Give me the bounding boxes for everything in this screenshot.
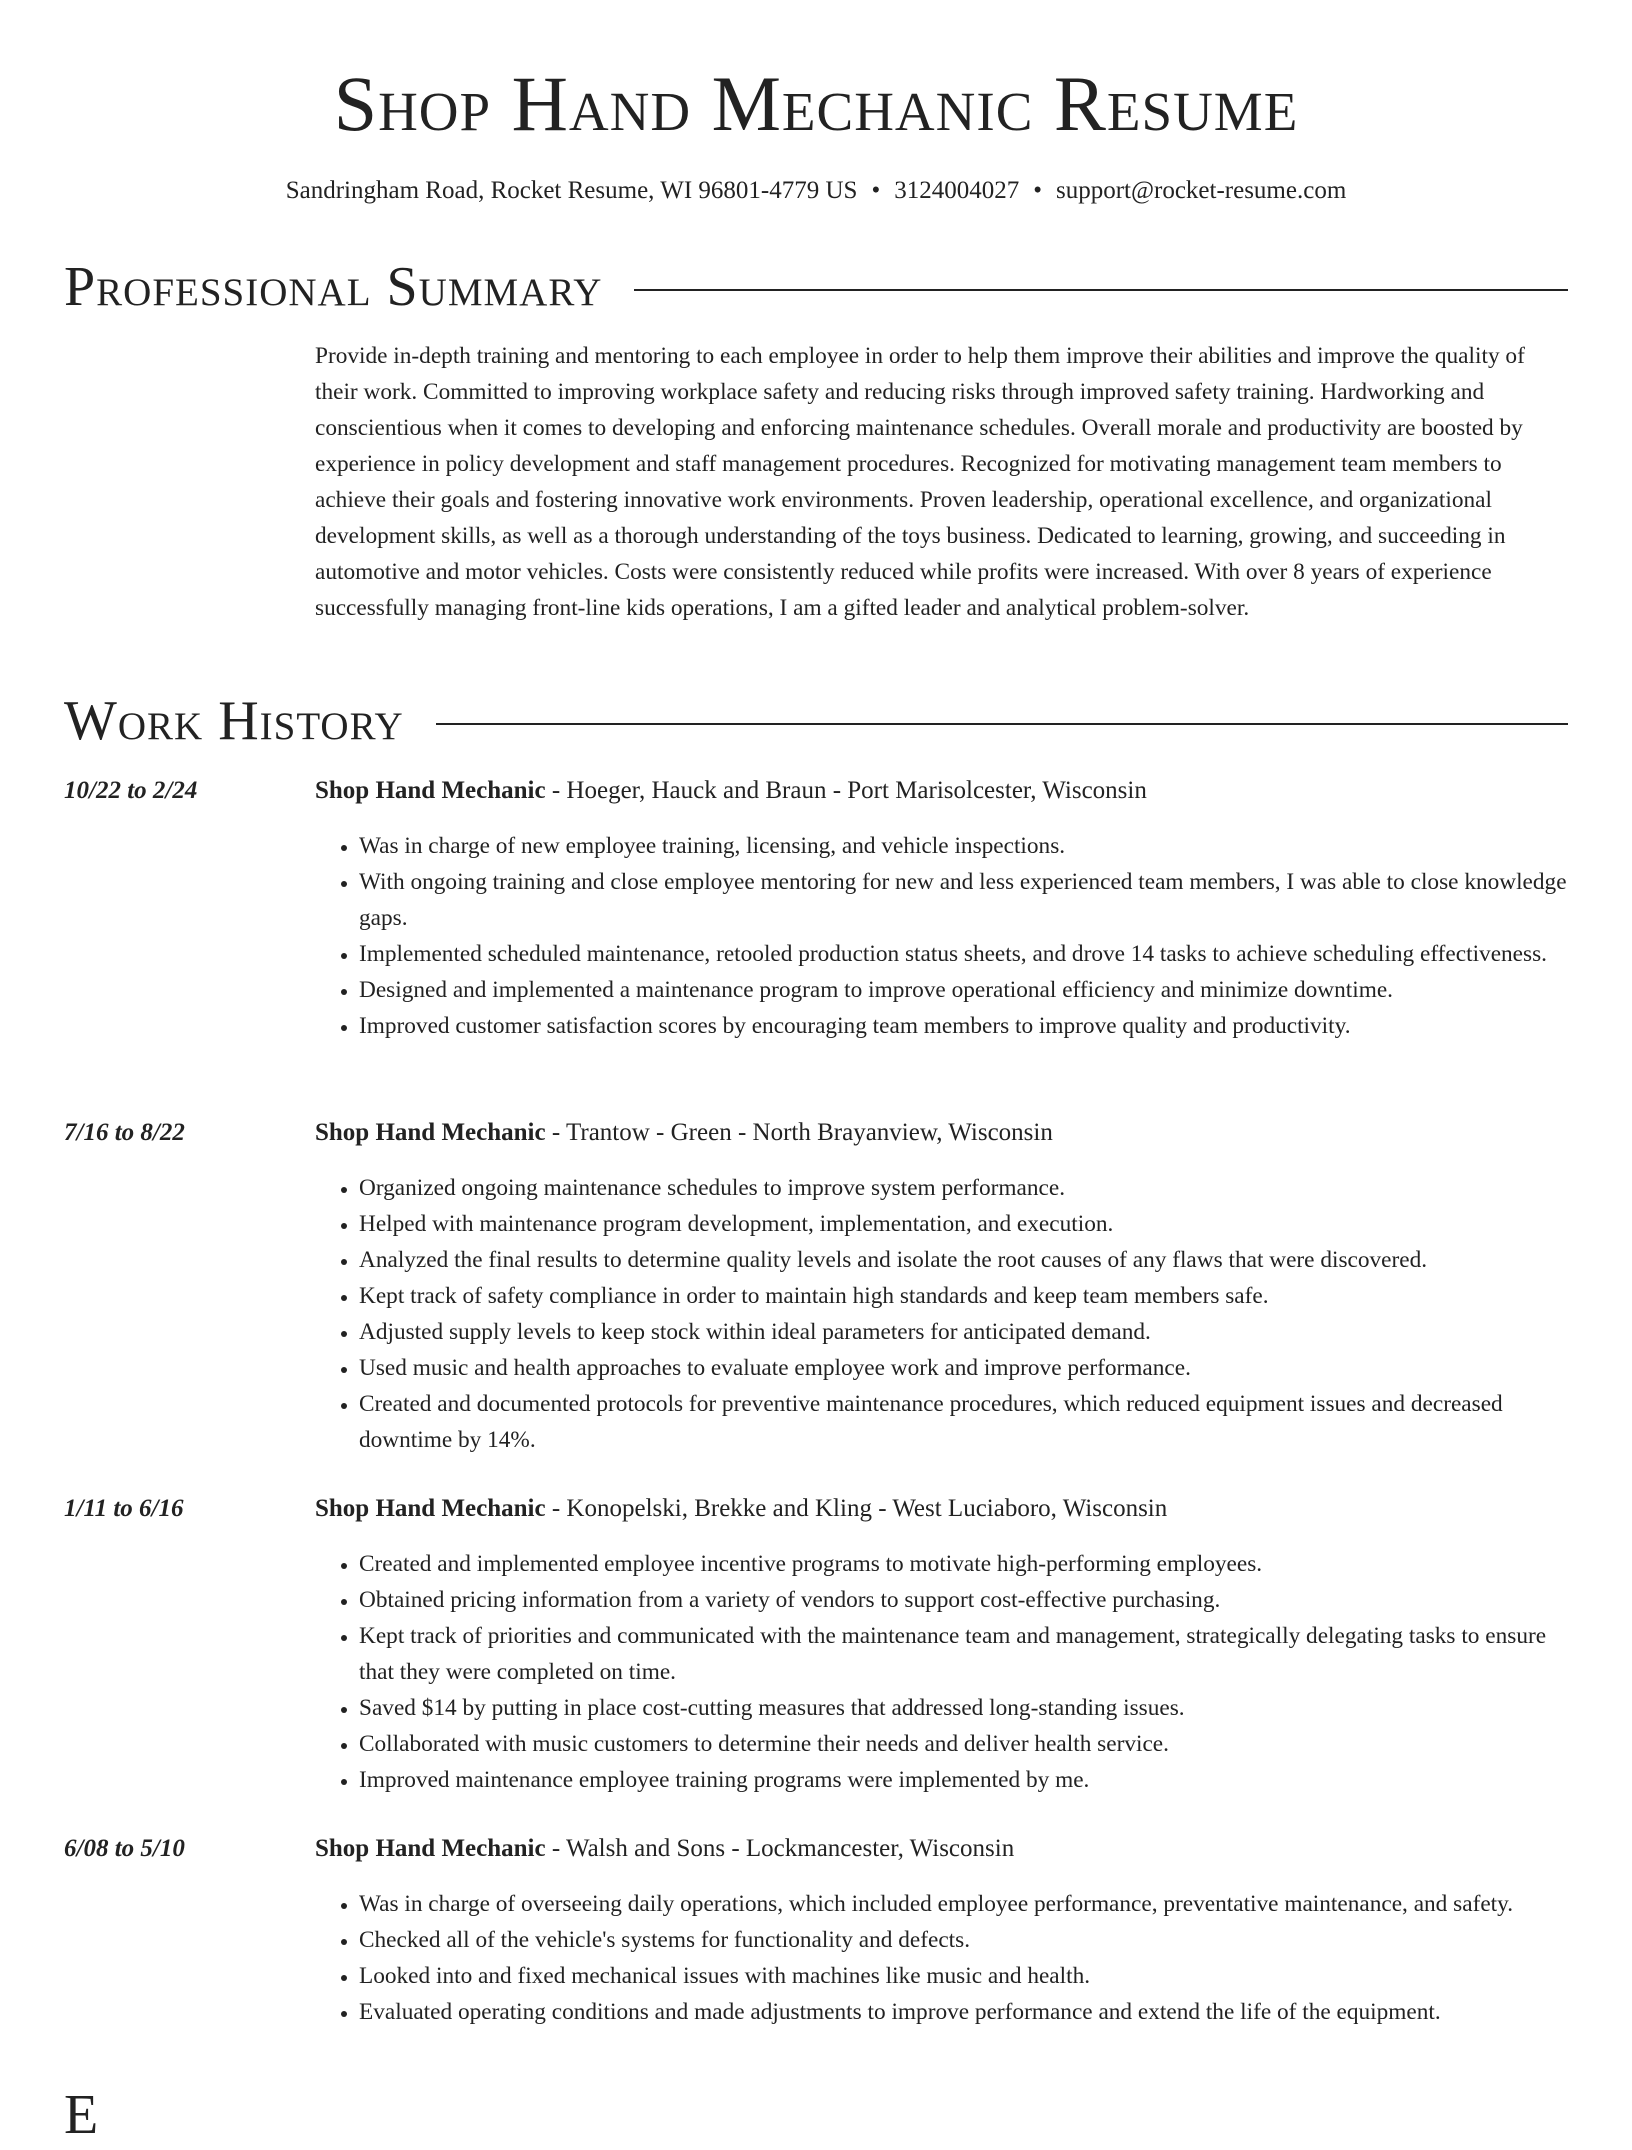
section-title-work-history: Work History xyxy=(64,690,404,752)
job-details: - Walsh and Sons - Lockmancester, Wisconsin xyxy=(545,1835,1015,1862)
job-bullet: • Improved maintenance employee training programs were implemented by me. xyxy=(359,1762,1568,1798)
job-bullet: • Helped with maintenance program development, implementation, and execution. xyxy=(359,1206,1568,1242)
job-bullet: • Analyzed the final results to determine quality levels and isolate the root causes of any flaws that were discovered. xyxy=(359,1242,1568,1278)
job-bullet: • Looked into and fixed mechanical issues with machines like music and health. xyxy=(359,1958,1568,1994)
contact-separator: • xyxy=(1033,177,1042,204)
contact-line xyxy=(0,174,1632,208)
job-bullet: • Improved customer satisfaction scores by encouraging team members to improve quality and productivity. xyxy=(359,1008,1568,1044)
job-details: - Hoeger, Hauck and Braun - Port Marisolcester, Wisconsin xyxy=(545,777,1147,804)
section-divider xyxy=(634,289,1568,291)
job-title: Shop Hand Mechanic xyxy=(315,1119,546,1146)
job-bullet: • Evaluated operating conditions and made adjustments to improve performance and extend the life of the equipment. xyxy=(359,1994,1568,2030)
job-bullets xyxy=(315,1886,1568,2030)
section-divider xyxy=(436,723,1568,725)
job-dates: 6/08 to 5/10 xyxy=(64,1835,185,1862)
job-bullet: • Collaborated with music customers to determine their needs and deliver health service. xyxy=(359,1726,1568,1762)
job-bullets xyxy=(315,1546,1568,1798)
contact-phone: 3124004027 xyxy=(894,177,1020,204)
job-bullet: • Created and documented protocols for preventive maintenance procedures, which reduced equipment issues and decreased downtime by 14%. xyxy=(359,1386,1568,1458)
job-bullets xyxy=(315,1170,1568,1458)
resume-title: Shop Hand Mechanic Resume xyxy=(333,60,1299,147)
job-bullet: • Adjusted supply levels to keep stock within ideal parameters for anticipated demand. xyxy=(359,1314,1568,1350)
section-title-summary: Professional Summary xyxy=(64,256,603,318)
job-dates: 7/16 to 8/22 xyxy=(64,1119,185,1146)
job-bullet: • Obtained pricing information from a variety of vendors to support cost-effective purchasing. xyxy=(359,1582,1568,1618)
job-bullet: • Implemented scheduled maintenance, retooled production status sheets, and drove 14 tasks to achieve scheduling effectiveness. xyxy=(359,936,1568,972)
job-bullet: • Was in charge of overseeing daily operations, which included employee performance, preventative maintenance, and safety. xyxy=(359,1886,1568,1922)
job-heading xyxy=(315,1492,1167,1526)
job-bullet: • With ongoing training and close employee mentoring for new and less experienced team members, I was able to close knowledge gaps. xyxy=(359,864,1568,936)
section-header-work-history xyxy=(64,686,1568,756)
job-bullet: • Saved $14 by putting in place cost-cutting measures that addressed long-standing issues. xyxy=(359,1690,1568,1726)
job-heading xyxy=(315,774,1147,808)
job-bullet: • Organized ongoing maintenance schedules to improve system performance. xyxy=(359,1170,1568,1206)
contact-email: support@rocket-resume.com xyxy=(1055,177,1347,204)
job-bullet: • Kept track of safety compliance in order to maintain high standards and keep team members safe. xyxy=(359,1278,1568,1314)
job-bullet: • Designed and implemented a maintenance program to improve operational efficiency and minimize downtime. xyxy=(359,972,1568,1008)
summary-text: Provide in-depth training and mentoring to each employee in order to help them improve their abilities and improve the quality of their work. Committed to improving workplace safety and reducing risks through improved safety training. Hardworking and conscientious when it comes to developing and enforcing maintenance schedules. Overall morale and productivity are boosted by experience in policy development and staff management procedures. Recognized for motivating management team members to achieve their goals and fostering innovative work environments. Proven leadership, operational excellence, and organizational development skills, as well as a thorough understanding of the toys business. Dedicated to learning, growing, and succeeding in automotive and motor vehicles. Costs were consistently reduced while profits were increased. With over 8 years of experience successfully managing front-line kids operations, I am a gifted leader and analytical problem-solver. xyxy=(315,343,1525,621)
job-bullet: • Created and implemented employee incentive programs to motivate high-performing employees. xyxy=(359,1546,1568,1582)
contact-separator: • xyxy=(871,177,881,204)
job-bullet: • Checked all of the vehicle's systems for functionality and defects. xyxy=(359,1922,1568,1958)
contact-address: Sandringham Road, Rocket Resume, WI 96801-4779 US xyxy=(285,177,858,204)
job-bullet: • Was in charge of new employee training, licensing, and vehicle inspections. xyxy=(359,828,1568,864)
section-header-summary xyxy=(64,252,1568,322)
job-bullet: • Kept track of priorities and communicated with the maintenance team and management, strategically delegating tasks to ensure that they were completed on time. xyxy=(359,1618,1568,1690)
job-title: Shop Hand Mechanic xyxy=(315,1835,546,1862)
job-dates: 10/22 to 2/24 xyxy=(64,777,198,804)
job-details: - Trantow - Green - North Brayanview, Wisconsin xyxy=(545,1119,1053,1146)
job-details: - Konopelski, Brekke and Kling - West Luciaboro, Wisconsin xyxy=(545,1495,1168,1522)
job-bullet: • Used music and health approaches to evaluate employee work and improve performance. xyxy=(359,1350,1568,1386)
job-heading xyxy=(315,1832,1014,1866)
job-bullets xyxy=(315,828,1568,1044)
job-title: Shop Hand Mechanic xyxy=(315,777,546,804)
job-dates: 1/11 to 6/16 xyxy=(64,1495,184,1522)
job-title: Shop Hand Mechanic xyxy=(315,1495,546,1522)
job-heading xyxy=(315,1116,1053,1150)
section-title-education-partial: E xyxy=(64,2084,99,2146)
